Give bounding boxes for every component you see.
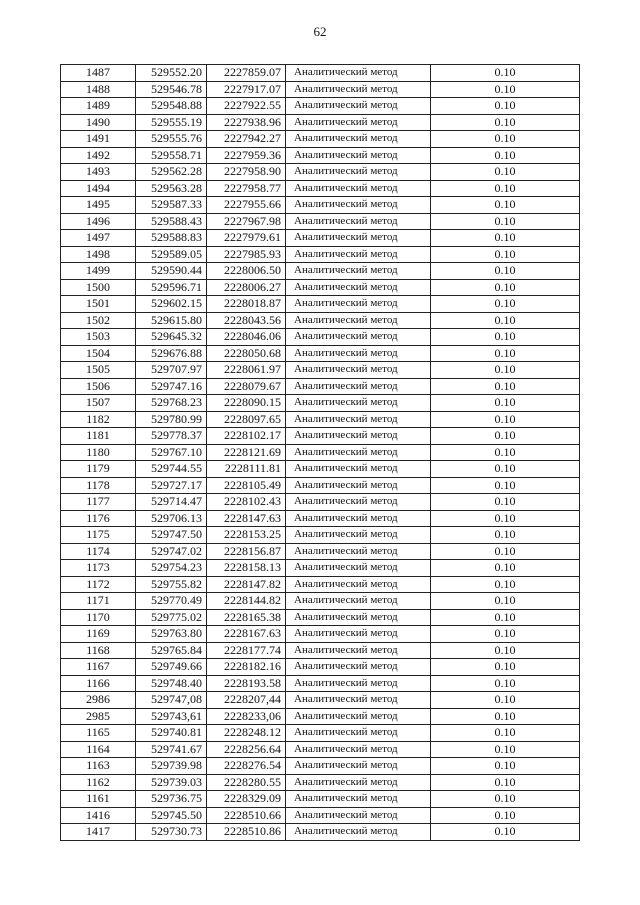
error-cell: 0.10 (431, 741, 580, 758)
y-coordinate-cell: 2227967.98 (207, 213, 286, 230)
x-coordinate-cell: 529562.28 (136, 164, 207, 181)
method-cell: Аналитический метод (286, 362, 431, 379)
method-cell: Аналитический метод (286, 395, 431, 412)
method-cell: Аналитический метод (286, 197, 431, 214)
y-coordinate-cell: 2228276.54 (207, 758, 286, 775)
point-number-cell: 1165 (61, 725, 136, 742)
table-row (61, 263, 580, 280)
error-cell: 0.10 (431, 543, 580, 560)
method-cell: Аналитический метод (286, 791, 431, 808)
error-cell: 0.10 (431, 444, 580, 461)
error-cell: 0.10 (431, 494, 580, 511)
error-cell: 0.10 (431, 411, 580, 428)
x-coordinate-cell: 529748.40 (136, 675, 207, 692)
error-cell: 0.10 (431, 395, 580, 412)
error-cell: 0.10 (431, 213, 580, 230)
error-cell: 0.10 (431, 576, 580, 593)
table-row (61, 395, 580, 412)
y-coordinate-cell: 2227942.27 (207, 131, 286, 148)
error-cell: 0.10 (431, 296, 580, 313)
table-row (61, 246, 580, 263)
table-row (61, 510, 580, 527)
error-cell: 0.10 (431, 477, 580, 494)
x-coordinate-cell: 529558.71 (136, 147, 207, 164)
y-coordinate-cell: 2228018.87 (207, 296, 286, 313)
y-coordinate-cell: 2228165.38 (207, 609, 286, 626)
page-number: 62 (313, 24, 327, 39)
y-coordinate-cell: 2228006.27 (207, 279, 286, 296)
table-row (61, 593, 580, 610)
x-coordinate-cell: 529743,61 (136, 708, 207, 725)
y-coordinate-cell: 2228280.55 (207, 774, 286, 791)
error-cell: 0.10 (431, 774, 580, 791)
y-coordinate-cell: 2228510.66 (207, 807, 286, 824)
table-row (61, 543, 580, 560)
method-cell: Аналитический метод (286, 510, 431, 527)
method-cell: Аналитический метод (286, 329, 431, 346)
table-row (61, 378, 580, 395)
table-row (61, 444, 580, 461)
y-coordinate-cell: 2228102.17 (207, 428, 286, 445)
point-number-cell: 1174 (61, 543, 136, 560)
y-coordinate-cell: 2227959.36 (207, 147, 286, 164)
error-cell: 0.10 (431, 147, 580, 164)
error-cell: 0.10 (431, 197, 580, 214)
method-cell: Аналитический метод (286, 428, 431, 445)
point-number-cell: 1178 (61, 477, 136, 494)
y-coordinate-cell: 2228256.64 (207, 741, 286, 758)
point-number-cell: 1488 (61, 81, 136, 98)
y-coordinate-cell: 2227938.96 (207, 114, 286, 131)
error-cell: 0.10 (431, 824, 580, 841)
table-row (61, 626, 580, 643)
point-number-cell: 1502 (61, 312, 136, 329)
point-number-cell: 1490 (61, 114, 136, 131)
table-row (61, 659, 580, 676)
table-row (61, 131, 580, 148)
method-cell: Аналитический метод (286, 213, 431, 230)
y-coordinate-cell: 2228144.82 (207, 593, 286, 610)
point-number-cell: 1504 (61, 345, 136, 362)
point-number-cell: 1161 (61, 791, 136, 808)
x-coordinate-cell: 529736.75 (136, 791, 207, 808)
method-cell: Аналитический метод (286, 114, 431, 131)
point-number-cell: 1499 (61, 263, 136, 280)
table-row (61, 362, 580, 379)
point-number-cell: 1169 (61, 626, 136, 643)
x-coordinate-cell: 529596.71 (136, 279, 207, 296)
point-number-cell: 1179 (61, 461, 136, 478)
error-cell: 0.10 (431, 791, 580, 808)
method-cell: Аналитический метод (286, 692, 431, 709)
x-coordinate-cell: 529778.37 (136, 428, 207, 445)
error-cell: 0.10 (431, 461, 580, 478)
y-coordinate-cell: 2227979.61 (207, 230, 286, 247)
error-cell: 0.10 (431, 527, 580, 544)
error-cell: 0.10 (431, 98, 580, 115)
point-number-cell: 1170 (61, 609, 136, 626)
table-row (61, 609, 580, 626)
x-coordinate-cell: 529770.49 (136, 593, 207, 610)
y-coordinate-cell: 2227958.77 (207, 180, 286, 197)
method-cell: Аналитический метод (286, 147, 431, 164)
method-cell: Аналитический метод (286, 593, 431, 610)
point-number-cell: 1489 (61, 98, 136, 115)
table-row (61, 560, 580, 577)
y-coordinate-cell: 2227922.55 (207, 98, 286, 115)
point-number-cell: 1172 (61, 576, 136, 593)
y-coordinate-cell: 2228111.81 (207, 461, 286, 478)
y-coordinate-cell: 2228046.06 (207, 329, 286, 346)
x-coordinate-cell: 529548.88 (136, 98, 207, 115)
method-cell: Аналитический метод (286, 807, 431, 824)
y-coordinate-cell: 2228102.43 (207, 494, 286, 511)
table-row (61, 576, 580, 593)
method-cell: Аналитический метод (286, 659, 431, 676)
table-row (61, 279, 580, 296)
method-cell: Аналитический метод (286, 461, 431, 478)
point-number-cell: 1175 (61, 527, 136, 544)
point-number-cell: 1180 (61, 444, 136, 461)
method-cell: Аналитический метод (286, 411, 431, 428)
x-coordinate-cell: 529741.67 (136, 741, 207, 758)
method-cell: Аналитический метод (286, 609, 431, 626)
table-row (61, 708, 580, 725)
x-coordinate-cell: 529727.17 (136, 477, 207, 494)
table-row (61, 725, 580, 742)
method-cell: Аналитический метод (286, 279, 431, 296)
y-coordinate-cell: 2228006.50 (207, 263, 286, 280)
x-coordinate-cell: 529747,08 (136, 692, 207, 709)
x-coordinate-cell: 529740.81 (136, 725, 207, 742)
table-row (61, 807, 580, 824)
error-cell: 0.10 (431, 642, 580, 659)
x-coordinate-cell: 529546.78 (136, 81, 207, 98)
error-cell: 0.10 (431, 758, 580, 775)
x-coordinate-cell: 529747.16 (136, 378, 207, 395)
y-coordinate-cell: 2227859.07 (207, 65, 286, 82)
point-number-cell: 1166 (61, 675, 136, 692)
method-cell: Аналитический метод (286, 774, 431, 791)
x-coordinate-cell: 529602.15 (136, 296, 207, 313)
y-coordinate-cell: 2228061.97 (207, 362, 286, 379)
point-number-cell: 1163 (61, 758, 136, 775)
coordinates-table (60, 64, 580, 841)
point-number-cell: 1500 (61, 279, 136, 296)
error-cell: 0.10 (431, 246, 580, 263)
method-cell: Аналитический метод (286, 131, 431, 148)
method-cell: Аналитический метод (286, 477, 431, 494)
point-number-cell: 1507 (61, 395, 136, 412)
error-cell: 0.10 (431, 807, 580, 824)
method-cell: Аналитический метод (286, 164, 431, 181)
method-cell: Аналитический метод (286, 345, 431, 362)
y-coordinate-cell: 2228233,06 (207, 708, 286, 725)
point-number-cell: 1171 (61, 593, 136, 610)
error-cell: 0.10 (431, 312, 580, 329)
method-cell: Аналитический метод (286, 758, 431, 775)
y-coordinate-cell: 2227958.90 (207, 164, 286, 181)
method-cell: Аналитический метод (286, 824, 431, 841)
method-cell: Аналитический метод (286, 543, 431, 560)
x-coordinate-cell: 529749.66 (136, 659, 207, 676)
point-number-cell: 1487 (61, 65, 136, 82)
point-number-cell: 1491 (61, 131, 136, 148)
y-coordinate-cell: 2228177.74 (207, 642, 286, 659)
error-cell: 0.10 (431, 131, 580, 148)
table-row (61, 477, 580, 494)
x-coordinate-cell: 529555.76 (136, 131, 207, 148)
x-coordinate-cell: 529739.03 (136, 774, 207, 791)
point-number-cell: 1164 (61, 741, 136, 758)
table-row (61, 411, 580, 428)
x-coordinate-cell: 529754.23 (136, 560, 207, 577)
y-coordinate-cell: 2228147.82 (207, 576, 286, 593)
point-number-cell: 1168 (61, 642, 136, 659)
y-coordinate-cell: 2228090.15 (207, 395, 286, 412)
method-cell: Аналитический метод (286, 230, 431, 247)
error-cell: 0.10 (431, 65, 580, 82)
y-coordinate-cell: 2228167.63 (207, 626, 286, 643)
point-number-cell: 1167 (61, 659, 136, 676)
y-coordinate-cell: 2228147.63 (207, 510, 286, 527)
table-row (61, 692, 580, 709)
y-coordinate-cell: 2228105.49 (207, 477, 286, 494)
error-cell: 0.10 (431, 428, 580, 445)
method-cell: Аналитический метод (286, 642, 431, 659)
method-cell: Аналитический метод (286, 296, 431, 313)
table-row (61, 65, 580, 82)
point-number-cell: 2986 (61, 692, 136, 709)
x-coordinate-cell: 529747.50 (136, 527, 207, 544)
y-coordinate-cell: 2228121.69 (207, 444, 286, 461)
x-coordinate-cell: 529615.80 (136, 312, 207, 329)
error-cell: 0.10 (431, 180, 580, 197)
x-coordinate-cell: 529747.02 (136, 543, 207, 560)
method-cell: Аналитический метод (286, 708, 431, 725)
table-row (61, 197, 580, 214)
point-number-cell: 1494 (61, 180, 136, 197)
point-number-cell: 1176 (61, 510, 136, 527)
x-coordinate-cell: 529589.05 (136, 246, 207, 263)
x-coordinate-cell: 529775.02 (136, 609, 207, 626)
table-row (61, 758, 580, 775)
method-cell: Аналитический метод (286, 741, 431, 758)
error-cell: 0.10 (431, 708, 580, 725)
point-number-cell: 1495 (61, 197, 136, 214)
method-cell: Аналитический метод (286, 312, 431, 329)
table-row (61, 642, 580, 659)
error-cell: 0.10 (431, 609, 580, 626)
table-row (61, 312, 580, 329)
point-number-cell: 1505 (61, 362, 136, 379)
x-coordinate-cell: 529552.20 (136, 65, 207, 82)
method-cell: Аналитический метод (286, 65, 431, 82)
point-number-cell: 2985 (61, 708, 136, 725)
method-cell: Аналитический метод (286, 626, 431, 643)
table-row (61, 461, 580, 478)
y-coordinate-cell: 2228043.56 (207, 312, 286, 329)
error-cell: 0.10 (431, 378, 580, 395)
x-coordinate-cell: 529768.23 (136, 395, 207, 412)
error-cell: 0.10 (431, 329, 580, 346)
point-number-cell: 1496 (61, 213, 136, 230)
table-row (61, 213, 580, 230)
point-number-cell: 1492 (61, 147, 136, 164)
y-coordinate-cell: 2228248.12 (207, 725, 286, 742)
table-row (61, 675, 580, 692)
x-coordinate-cell: 529763.80 (136, 626, 207, 643)
method-cell: Аналитический метод (286, 81, 431, 98)
y-coordinate-cell: 2228510.86 (207, 824, 286, 841)
method-cell: Аналитический метод (286, 263, 431, 280)
y-coordinate-cell: 2228207,44 (207, 692, 286, 709)
error-cell: 0.10 (431, 725, 580, 742)
table-row (61, 98, 580, 115)
x-coordinate-cell: 529755.82 (136, 576, 207, 593)
table-row (61, 164, 580, 181)
x-coordinate-cell: 529707.97 (136, 362, 207, 379)
y-coordinate-cell: 2228158.13 (207, 560, 286, 577)
x-coordinate-cell: 529588.83 (136, 230, 207, 247)
table-row (61, 428, 580, 445)
y-coordinate-cell: 2228182.16 (207, 659, 286, 676)
table-row (61, 527, 580, 544)
error-cell: 0.10 (431, 362, 580, 379)
x-coordinate-cell: 529714.47 (136, 494, 207, 511)
table-row (61, 296, 580, 313)
table-row (61, 180, 580, 197)
table-row (61, 791, 580, 808)
method-cell: Аналитический метод (286, 576, 431, 593)
error-cell: 0.10 (431, 659, 580, 676)
y-coordinate-cell: 2228050.68 (207, 345, 286, 362)
y-coordinate-cell: 2228153.25 (207, 527, 286, 544)
error-cell: 0.10 (431, 279, 580, 296)
point-number-cell: 1503 (61, 329, 136, 346)
x-coordinate-cell: 529555.19 (136, 114, 207, 131)
x-coordinate-cell: 529563.28 (136, 180, 207, 197)
x-coordinate-cell: 529706.13 (136, 510, 207, 527)
method-cell: Аналитический метод (286, 494, 431, 511)
error-cell: 0.10 (431, 593, 580, 610)
method-cell: Аналитический метод (286, 560, 431, 577)
point-number-cell: 1181 (61, 428, 136, 445)
point-number-cell: 1182 (61, 411, 136, 428)
x-coordinate-cell: 529730.73 (136, 824, 207, 841)
y-coordinate-cell: 2227985.93 (207, 246, 286, 263)
x-coordinate-cell: 529780.99 (136, 411, 207, 428)
error-cell: 0.10 (431, 114, 580, 131)
y-coordinate-cell: 2228079.67 (207, 378, 286, 395)
error-cell: 0.10 (431, 560, 580, 577)
error-cell: 0.10 (431, 692, 580, 709)
point-number-cell: 1498 (61, 246, 136, 263)
error-cell: 0.10 (431, 164, 580, 181)
table-row (61, 81, 580, 98)
method-cell: Аналитический метод (286, 180, 431, 197)
point-number-cell: 1177 (61, 494, 136, 511)
table-row (61, 345, 580, 362)
y-coordinate-cell: 2227955.66 (207, 197, 286, 214)
y-coordinate-cell: 2228156.87 (207, 543, 286, 560)
x-coordinate-cell: 529765.84 (136, 642, 207, 659)
method-cell: Аналитический метод (286, 246, 431, 263)
point-number-cell: 1493 (61, 164, 136, 181)
point-number-cell: 1417 (61, 824, 136, 841)
x-coordinate-cell: 529739.98 (136, 758, 207, 775)
point-number-cell: 1506 (61, 378, 136, 395)
table-row (61, 114, 580, 131)
y-coordinate-cell: 2227917.07 (207, 81, 286, 98)
error-cell: 0.10 (431, 675, 580, 692)
error-cell: 0.10 (431, 81, 580, 98)
x-coordinate-cell: 529645.32 (136, 329, 207, 346)
x-coordinate-cell: 529767.10 (136, 444, 207, 461)
method-cell: Аналитический метод (286, 98, 431, 115)
method-cell: Аналитический метод (286, 725, 431, 742)
table-row (61, 741, 580, 758)
point-number-cell: 1501 (61, 296, 136, 313)
table-row (61, 230, 580, 247)
x-coordinate-cell: 529745.50 (136, 807, 207, 824)
point-number-cell: 1162 (61, 774, 136, 791)
point-number-cell: 1497 (61, 230, 136, 247)
y-coordinate-cell: 2228193.58 (207, 675, 286, 692)
table-row (61, 329, 580, 346)
method-cell: Аналитический метод (286, 675, 431, 692)
method-cell: Аналитический метод (286, 378, 431, 395)
error-cell: 0.10 (431, 626, 580, 643)
table-row (61, 147, 580, 164)
x-coordinate-cell: 529590.44 (136, 263, 207, 280)
error-cell: 0.10 (431, 263, 580, 280)
error-cell: 0.10 (431, 230, 580, 247)
error-cell: 0.10 (431, 510, 580, 527)
coordinates-table-body (61, 65, 580, 841)
point-number-cell: 1173 (61, 560, 136, 577)
x-coordinate-cell: 529587.33 (136, 197, 207, 214)
point-number-cell: 1416 (61, 807, 136, 824)
x-coordinate-cell: 529676.88 (136, 345, 207, 362)
method-cell: Аналитический метод (286, 444, 431, 461)
x-coordinate-cell: 529744.55 (136, 461, 207, 478)
table-row (61, 494, 580, 511)
y-coordinate-cell: 2228329.09 (207, 791, 286, 808)
x-coordinate-cell: 529588.43 (136, 213, 207, 230)
error-cell: 0.10 (431, 345, 580, 362)
y-coordinate-cell: 2228097.65 (207, 411, 286, 428)
method-cell: Аналитический метод (286, 527, 431, 544)
table-row (61, 774, 580, 791)
table-row (61, 824, 580, 841)
